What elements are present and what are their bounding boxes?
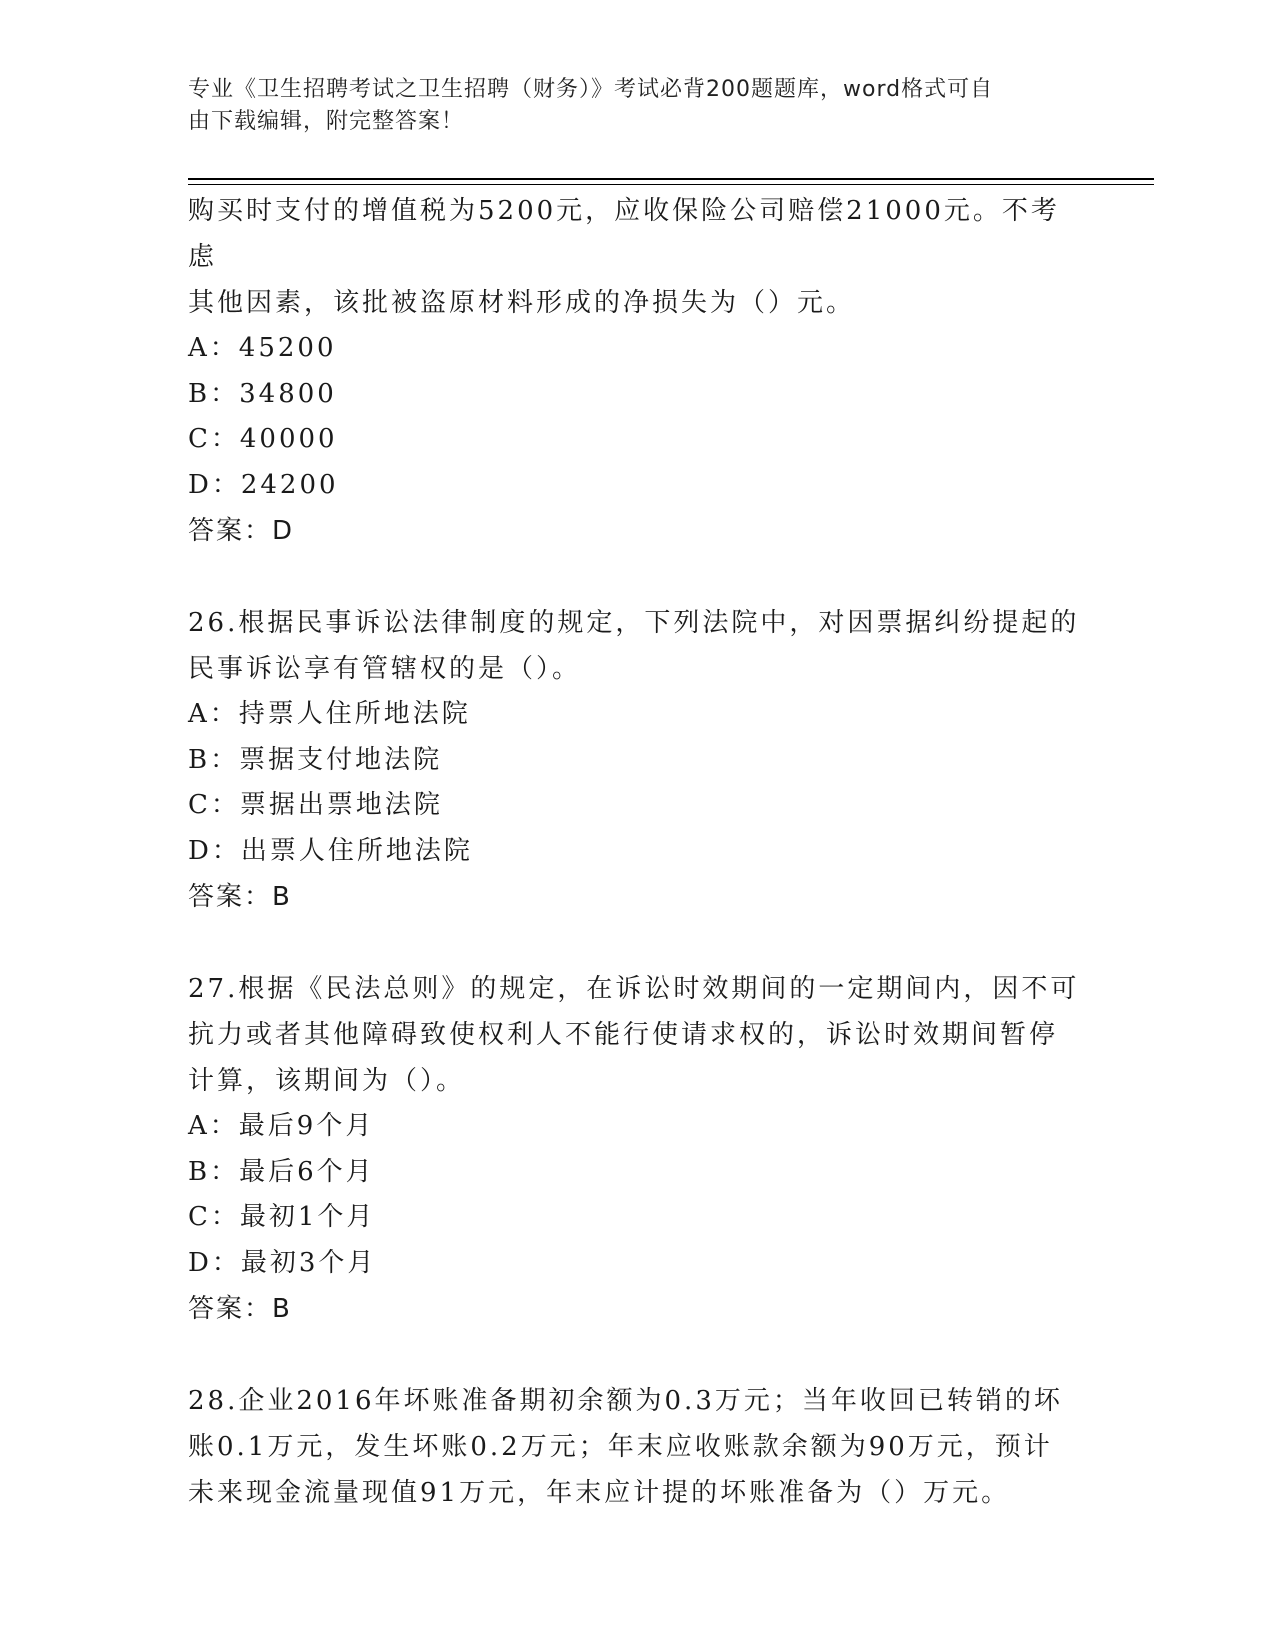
- question-text-line: 抗力或者其他障碍致使权利人不能行使请求权的，诉讼时效期间暂停: [188, 1020, 1059, 1050]
- header-line-1: 专业《卫生招聘考试之卫生招聘（财务）》考试必背200题题库，word格式可自: [188, 77, 994, 102]
- question-text-line: 账0.1万元，发生坏账0.2万元；年末应收账款余额为90万元，预计: [188, 1432, 1053, 1462]
- spacer: [188, 920, 1088, 966]
- option-a: A：持票人住所地法院: [188, 699, 471, 729]
- option-d: D：最初3个月: [188, 1247, 377, 1278]
- question-25: [188, 188, 1088, 554]
- option-c: C：40000: [188, 424, 338, 454]
- question-text-line: 计算，该期间为（）。: [188, 1066, 466, 1096]
- option-b: B：票据支付地法院: [188, 744, 443, 775]
- option-a: A：45200: [188, 333, 337, 363]
- question-text-line: 其他因素，该批被盗原材料形成的净损失为（）元。: [188, 288, 856, 318]
- option-c: C：票据出票地法院: [188, 790, 443, 820]
- question-28: [188, 1378, 1088, 1516]
- question-text-line: 未来现金流量现值91万元，年末应计提的坏账准备为（）万元。: [188, 1478, 1011, 1508]
- spacer: [188, 1332, 1088, 1378]
- question-text-line: 26.根据民事诉讼法律制度的规定，下列法院中，对因票据纠纷提起的: [188, 608, 1080, 638]
- question-text-line: 27.根据《民法总则》的规定，在诉讼时效期间的一定期间内，因不可: [188, 974, 1080, 1004]
- option-a: A：最后9个月: [188, 1111, 375, 1141]
- answer-line: 答案：B: [188, 1294, 292, 1324]
- header-rule-thick: [188, 178, 1154, 180]
- question-content: [188, 188, 1088, 1516]
- question-text-line: 民事诉讼享有管辖权的是（）。: [188, 654, 582, 684]
- question-text-line: 购买时支付的增值税为5200元，应收保险公司赔偿21000元。不考虑: [188, 196, 1060, 272]
- question-text-line: 28.企业2016年坏账准备期初余额为0.3万元；当年收回已转销的坏: [188, 1386, 1063, 1416]
- header-line-2: 由下载编辑，附完整答案！: [188, 109, 465, 134]
- spacer: [188, 554, 1088, 600]
- option-b: B：34800: [188, 378, 337, 409]
- option-d: D：24200: [188, 469, 339, 500]
- header-rule-thin: [188, 184, 1154, 185]
- page-header: [188, 74, 1068, 138]
- answer-line: 答案：D: [188, 516, 295, 546]
- option-d: D：出票人住所地法院: [188, 835, 473, 866]
- question-27: [188, 966, 1088, 1332]
- option-c: C：最初1个月: [188, 1202, 376, 1232]
- answer-line: 答案：B: [188, 882, 292, 912]
- question-26: [188, 600, 1088, 920]
- option-b: B：最后6个月: [188, 1156, 375, 1187]
